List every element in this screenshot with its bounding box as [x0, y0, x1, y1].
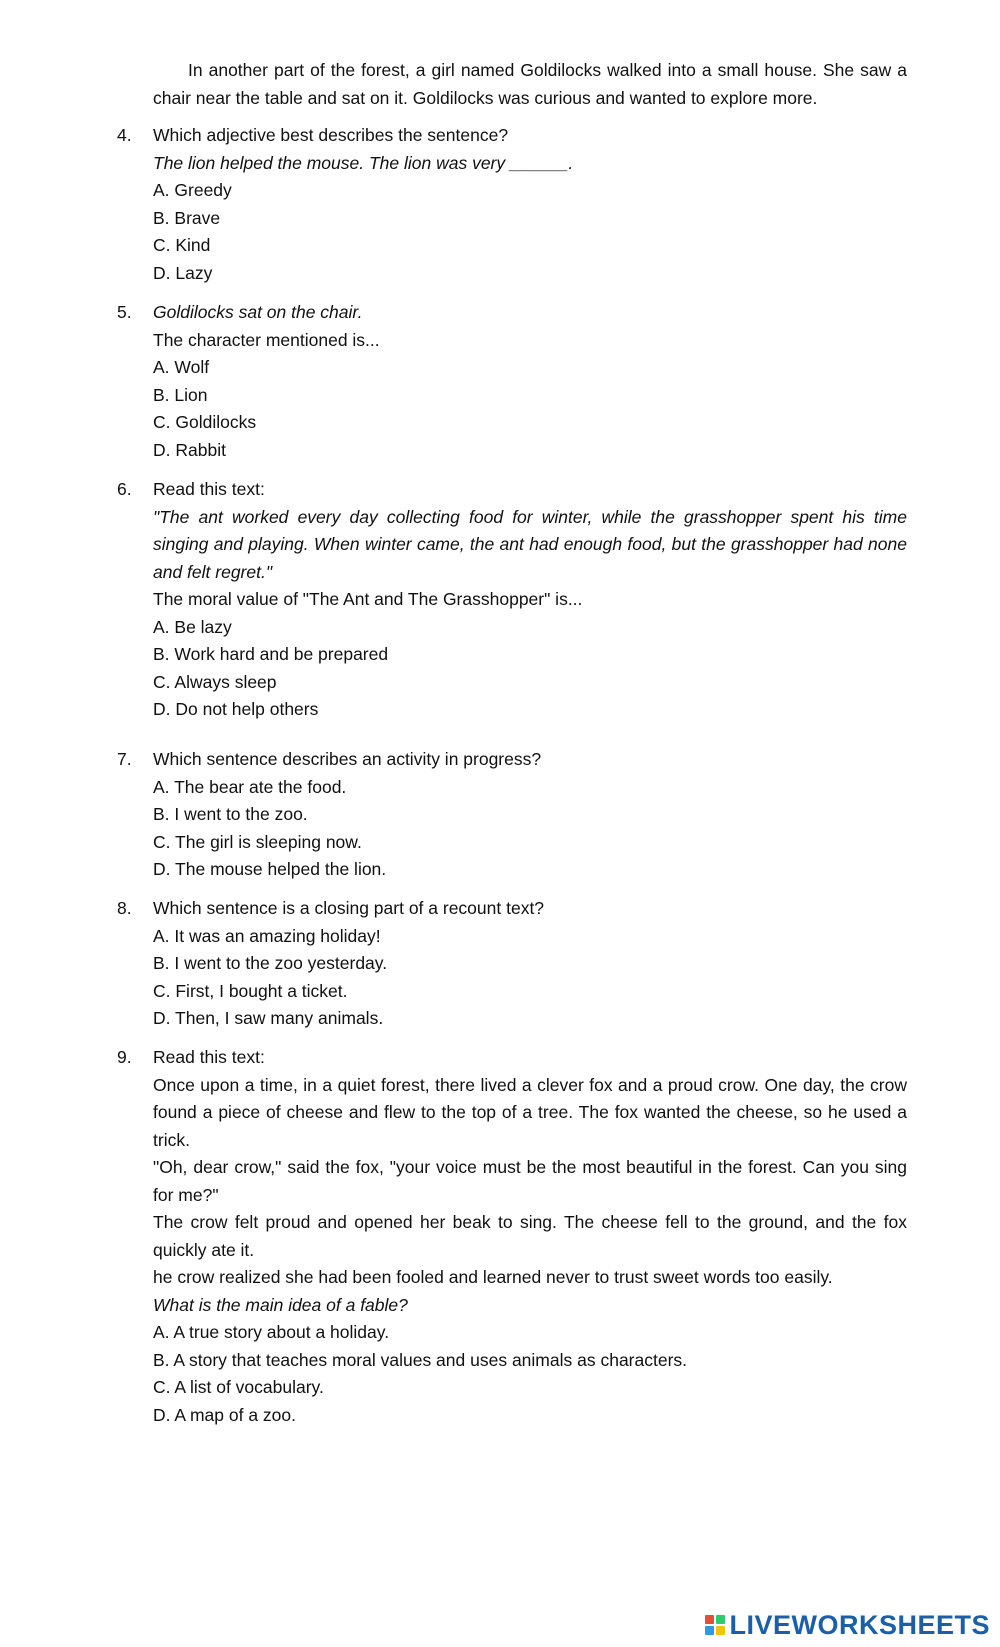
reading-passage-paragraph-3: The crow felt proud and opened her beak to sing. The cheese fell to the ground, and the fox quickly ate it.: [153, 1212, 907, 1260]
option-b: B. I went to the zoo.: [153, 804, 308, 824]
reading-passage-paragraph-2: "Oh, dear crow," said the fox, "your voice must be the most beautiful in the forest. Can you sing for me?": [153, 1157, 907, 1205]
option-d: D. A map of a zoo.: [153, 1404, 296, 1425]
option-d: D. Lazy: [153, 262, 213, 283]
logo-tile: [716, 1626, 725, 1635]
option-b: B. A story that teaches moral values and uses animals as characters.: [153, 1349, 688, 1370]
question-sentence: Goldilocks sat on the chair.: [153, 302, 363, 322]
question-number: 7.: [117, 749, 132, 769]
question-number: 8.: [117, 898, 132, 918]
question-body: [153, 122, 907, 287]
option-c: C. The girl is sleeping now.: [153, 831, 362, 852]
reading-passage-paragraph-1: Once upon a time, in a quiet forest, there lived a clever fox and a proud crow. One day, the crow found a piece of cheese and flew to the top of a tree. The fox wanted the cheese, so he used a trick.: [153, 1074, 907, 1150]
option-d: D. Then, I saw many animals.: [153, 1008, 384, 1028]
question-text: What is the main idea of a fable?: [153, 1294, 408, 1315]
option-a: A. The bear ate the food.: [153, 776, 347, 797]
question-prompt: Which sentence is a closing part of a recount text?: [153, 898, 545, 918]
question-body: [153, 746, 907, 884]
question-text: The moral value of "The Ant and The Grasshopper" is...: [153, 589, 583, 609]
logo-tile: [716, 1615, 725, 1624]
question-prompt: Read this text:: [153, 1047, 265, 1067]
question-sentence: The lion helped the mouse. The lion was very ______.: [153, 152, 574, 173]
option-d: D. Do not help others: [153, 699, 319, 719]
option-b: B. Brave: [153, 207, 221, 228]
option-a: A. Be lazy: [153, 616, 232, 637]
question-number: 6.: [117, 479, 132, 499]
option-c: C. Always sleep: [153, 671, 277, 692]
logo-tile: [705, 1615, 714, 1624]
option-b: B. Work hard and be prepared: [153, 644, 389, 664]
option-d: D. Rabbit: [153, 439, 226, 460]
question-prompt: Read this text:: [153, 479, 265, 499]
liveworksheets-logo-icon: [705, 1615, 725, 1635]
option-a: A. Wolf: [153, 357, 210, 377]
option-a: A. A true story about a holiday.: [153, 1322, 390, 1342]
question-number: 9.: [117, 1047, 132, 1067]
option-c: C. A list of vocabulary.: [153, 1377, 324, 1397]
question-prompt: Which adjective best describes the sentence?: [153, 125, 509, 145]
option-c: C. Goldilocks: [153, 412, 257, 432]
option-b: B. Lion: [153, 384, 208, 405]
intro-paragraph: In another part of the forest, a girl named Goldilocks walked into a small house. She saw a chair near the table and sat on it. Goldilocks was curious and wanted to explore more.: [153, 60, 907, 108]
question-body: [153, 299, 907, 464]
question-number: 4.: [117, 125, 132, 145]
reading-passage: "The ant worked every day collecting food for winter, while the grasshopper spent his time singing and playing. When winter came, the ant had enough food, but the grasshopper had none and felt regret.": [153, 506, 907, 582]
option-c: C. First, I bought a ticket.: [153, 980, 348, 1001]
option-b: B. I went to the zoo yesterday.: [153, 953, 388, 973]
question-body: [153, 1044, 907, 1429]
logo-tile: [705, 1626, 714, 1635]
option-a: A. It was an amazing holiday!: [153, 925, 381, 946]
reading-passage-paragraph-4: he crow realized she had been fooled and learned never to trust sweet words too easily.: [153, 1267, 833, 1287]
option-c: C. Kind: [153, 235, 211, 255]
question-number: 5.: [117, 302, 132, 322]
question-body: [153, 476, 907, 724]
question-body: [153, 895, 907, 1033]
logo-text: LIVEWORKSHEETS: [729, 1609, 990, 1640]
option-d: D. The mouse helped the lion.: [153, 859, 387, 879]
question-prompt: Which sentence describes an activity in progress?: [153, 749, 542, 769]
option-a: A. Greedy: [153, 180, 232, 200]
question-prompt: The character mentioned is...: [153, 329, 380, 350]
liveworksheets-logo[interactable]: [705, 1610, 990, 1640]
